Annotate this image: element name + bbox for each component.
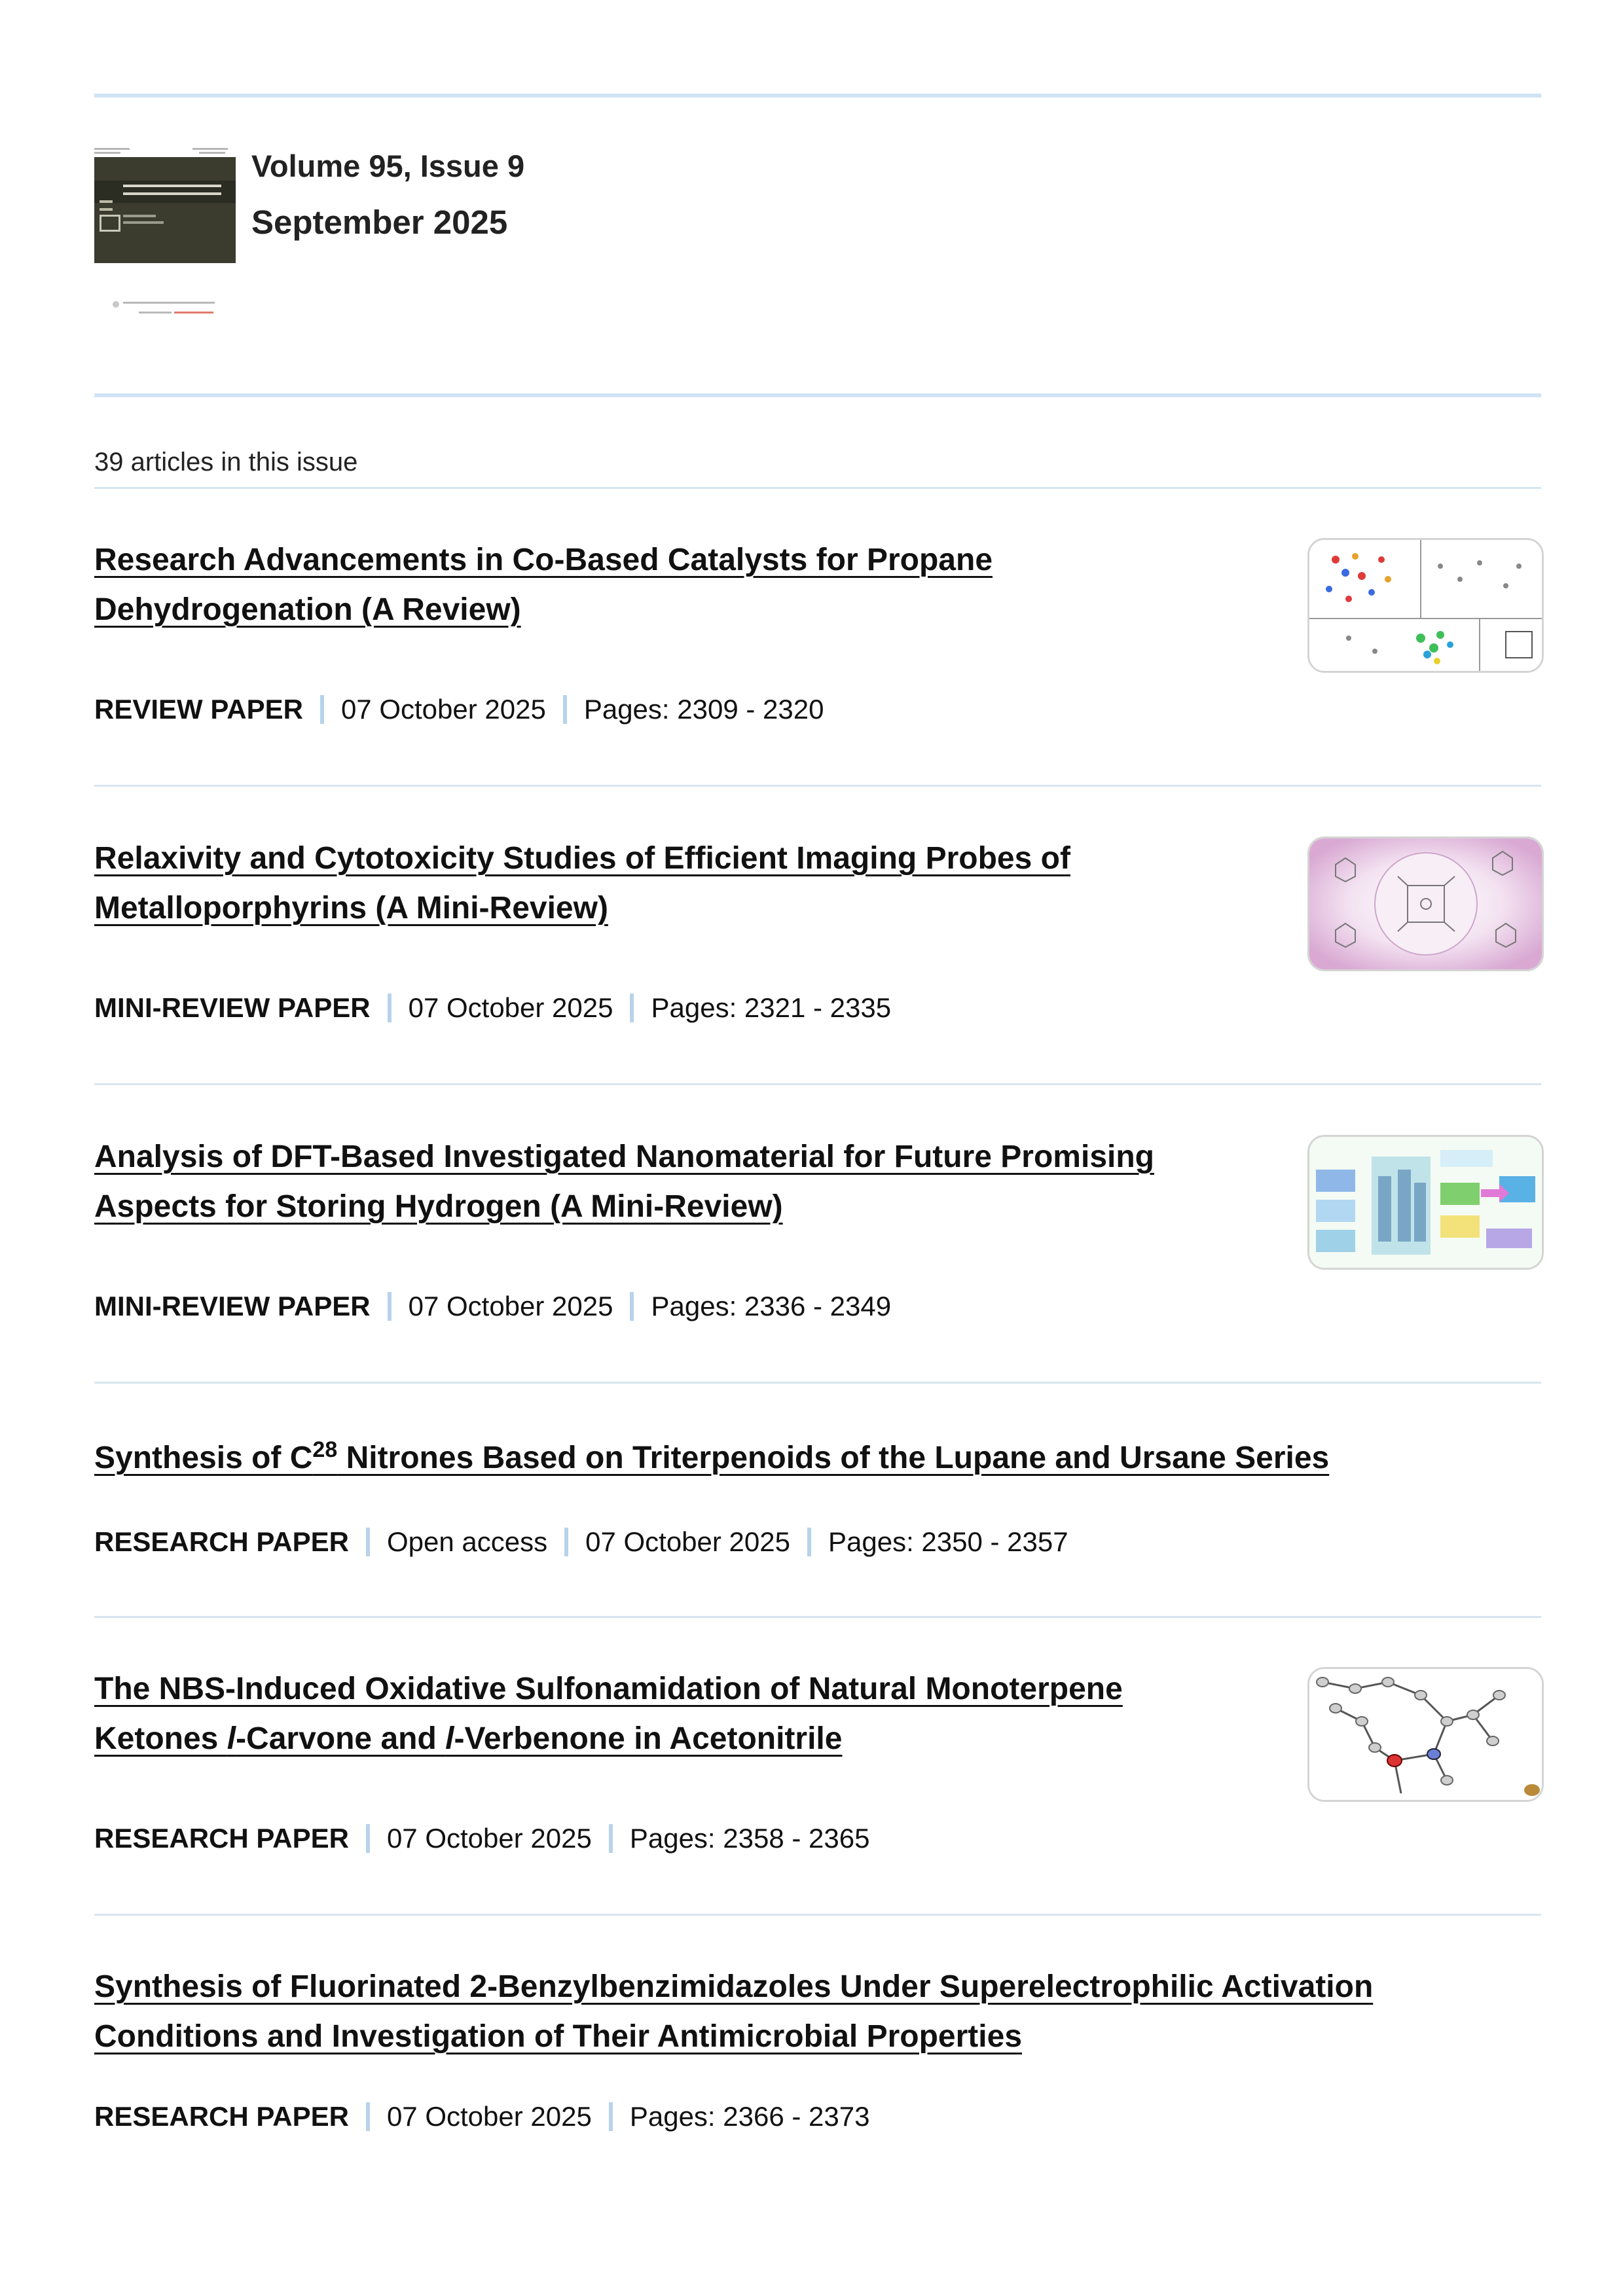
article-graphical-abstract[interactable] (1307, 836, 1544, 971)
meta-separator (563, 695, 567, 724)
article-pages: Pages: 2309 - 2320 (583, 694, 824, 725)
article-title-link[interactable]: Synthesis of $C^{28}$ Nitrones Based on Triterpenoids of the Lupane and Ursane Series (94, 1437, 1330, 1475)
article-date: 07 October 2025 (386, 2101, 592, 2132)
meta-separator (609, 2102, 613, 2131)
article-date: 07 October 2025 (340, 694, 546, 725)
issue-date: September 2025 (251, 204, 508, 241)
header-divider (94, 393, 1541, 397)
meta-separator (564, 1528, 568, 1556)
article-meta (94, 2101, 869, 2132)
article-title-link[interactable]: Synthesis of Fluorinated 2-Benzylbenzimidazoles Under Superelectrophilic Activation Conditions and Investigation of Their Antimicrobial Properties (94, 1969, 1374, 2054)
article-date: 07 October 2025 (386, 1823, 592, 1854)
meta-separator (320, 695, 324, 724)
article-meta (94, 1526, 1068, 1558)
article-title-link[interactable]: Analysis of DFT-Based Investigated Nanomaterial for Future Promising Aspects for Storing Hydrogen (A Mini-Review) (94, 1139, 1154, 1224)
article-date: 07 October 2025 (585, 1526, 790, 1557)
article-graphical-abstract[interactable] (1307, 538, 1544, 673)
article-pages: Pages: 2358 - 2365 (629, 1823, 870, 1854)
article-pages: Pages: 2336 - 2349 (651, 1291, 892, 1321)
journal-cover-image[interactable] (94, 157, 236, 327)
article-divider (94, 1914, 1541, 1916)
publisher-logo (113, 300, 217, 319)
issue-page (94, 0, 1541, 2296)
article-graphical-abstract[interactable] (1307, 1667, 1544, 1802)
article-graphical-abstract[interactable] (1307, 1135, 1544, 1270)
open-access-label: Open access (386, 1526, 548, 1557)
article-title-link[interactable]: Research Advancements in Co-Based Catalysts for Propane Dehydrogenation (A Review) (94, 543, 993, 627)
article-date: 07 October 2025 (408, 992, 613, 1023)
article-count: 39 articles in this issue (94, 448, 358, 476)
article-divider (94, 1382, 1541, 1384)
article-type: RESEARCH PAPER (94, 1823, 349, 1854)
article-meta (94, 992, 891, 1024)
article-title-link[interactable]: Relaxivity and Cytotoxicity Studies of Efficient Imaging Probes of Metalloporphyrins (A Mini-Review) (94, 841, 1070, 925)
meta-separator (388, 994, 392, 1022)
article-type: REVIEW PAPER (94, 694, 303, 725)
meta-separator (366, 1824, 370, 1853)
article-pages: Pages: 2366 - 2373 (629, 2101, 870, 2132)
article-divider (94, 1083, 1541, 1085)
meta-separator (609, 1824, 613, 1853)
issue-volume: Volume 95, Issue 9 (251, 149, 525, 183)
article-type: RESEARCH PAPER (94, 1526, 349, 1557)
article-pages: Pages: 2321 - 2335 (651, 992, 892, 1023)
top-divider (94, 94, 1541, 98)
meta-separator (388, 1292, 392, 1321)
article-type: RESEARCH PAPER (94, 2101, 349, 2132)
article-type: MINI-REVIEW PAPER (94, 1291, 371, 1321)
article-meta (94, 1291, 891, 1322)
cover-header-text-lines (94, 148, 236, 156)
article-date: 07 October 2025 (408, 1291, 613, 1321)
article-divider (94, 1616, 1541, 1618)
meta-separator (630, 994, 634, 1022)
article-meta (94, 694, 824, 725)
meta-separator (807, 1528, 811, 1556)
article-type: MINI-REVIEW PAPER (94, 992, 371, 1023)
article-pages: Pages: 2350 - 2357 (828, 1526, 1068, 1557)
meta-separator (366, 1528, 370, 1556)
meta-separator (366, 2102, 370, 2131)
list-divider (94, 487, 1541, 489)
article-title-link[interactable]: The NBS-Induced Oxidative Sulfonamidation of Natural Monoterpene Ketones l-Carvone and l-Verbenone in Acetonitrile (94, 1672, 1123, 1756)
article-meta (94, 1823, 869, 1854)
meta-separator (630, 1292, 634, 1321)
article-divider (94, 785, 1541, 787)
